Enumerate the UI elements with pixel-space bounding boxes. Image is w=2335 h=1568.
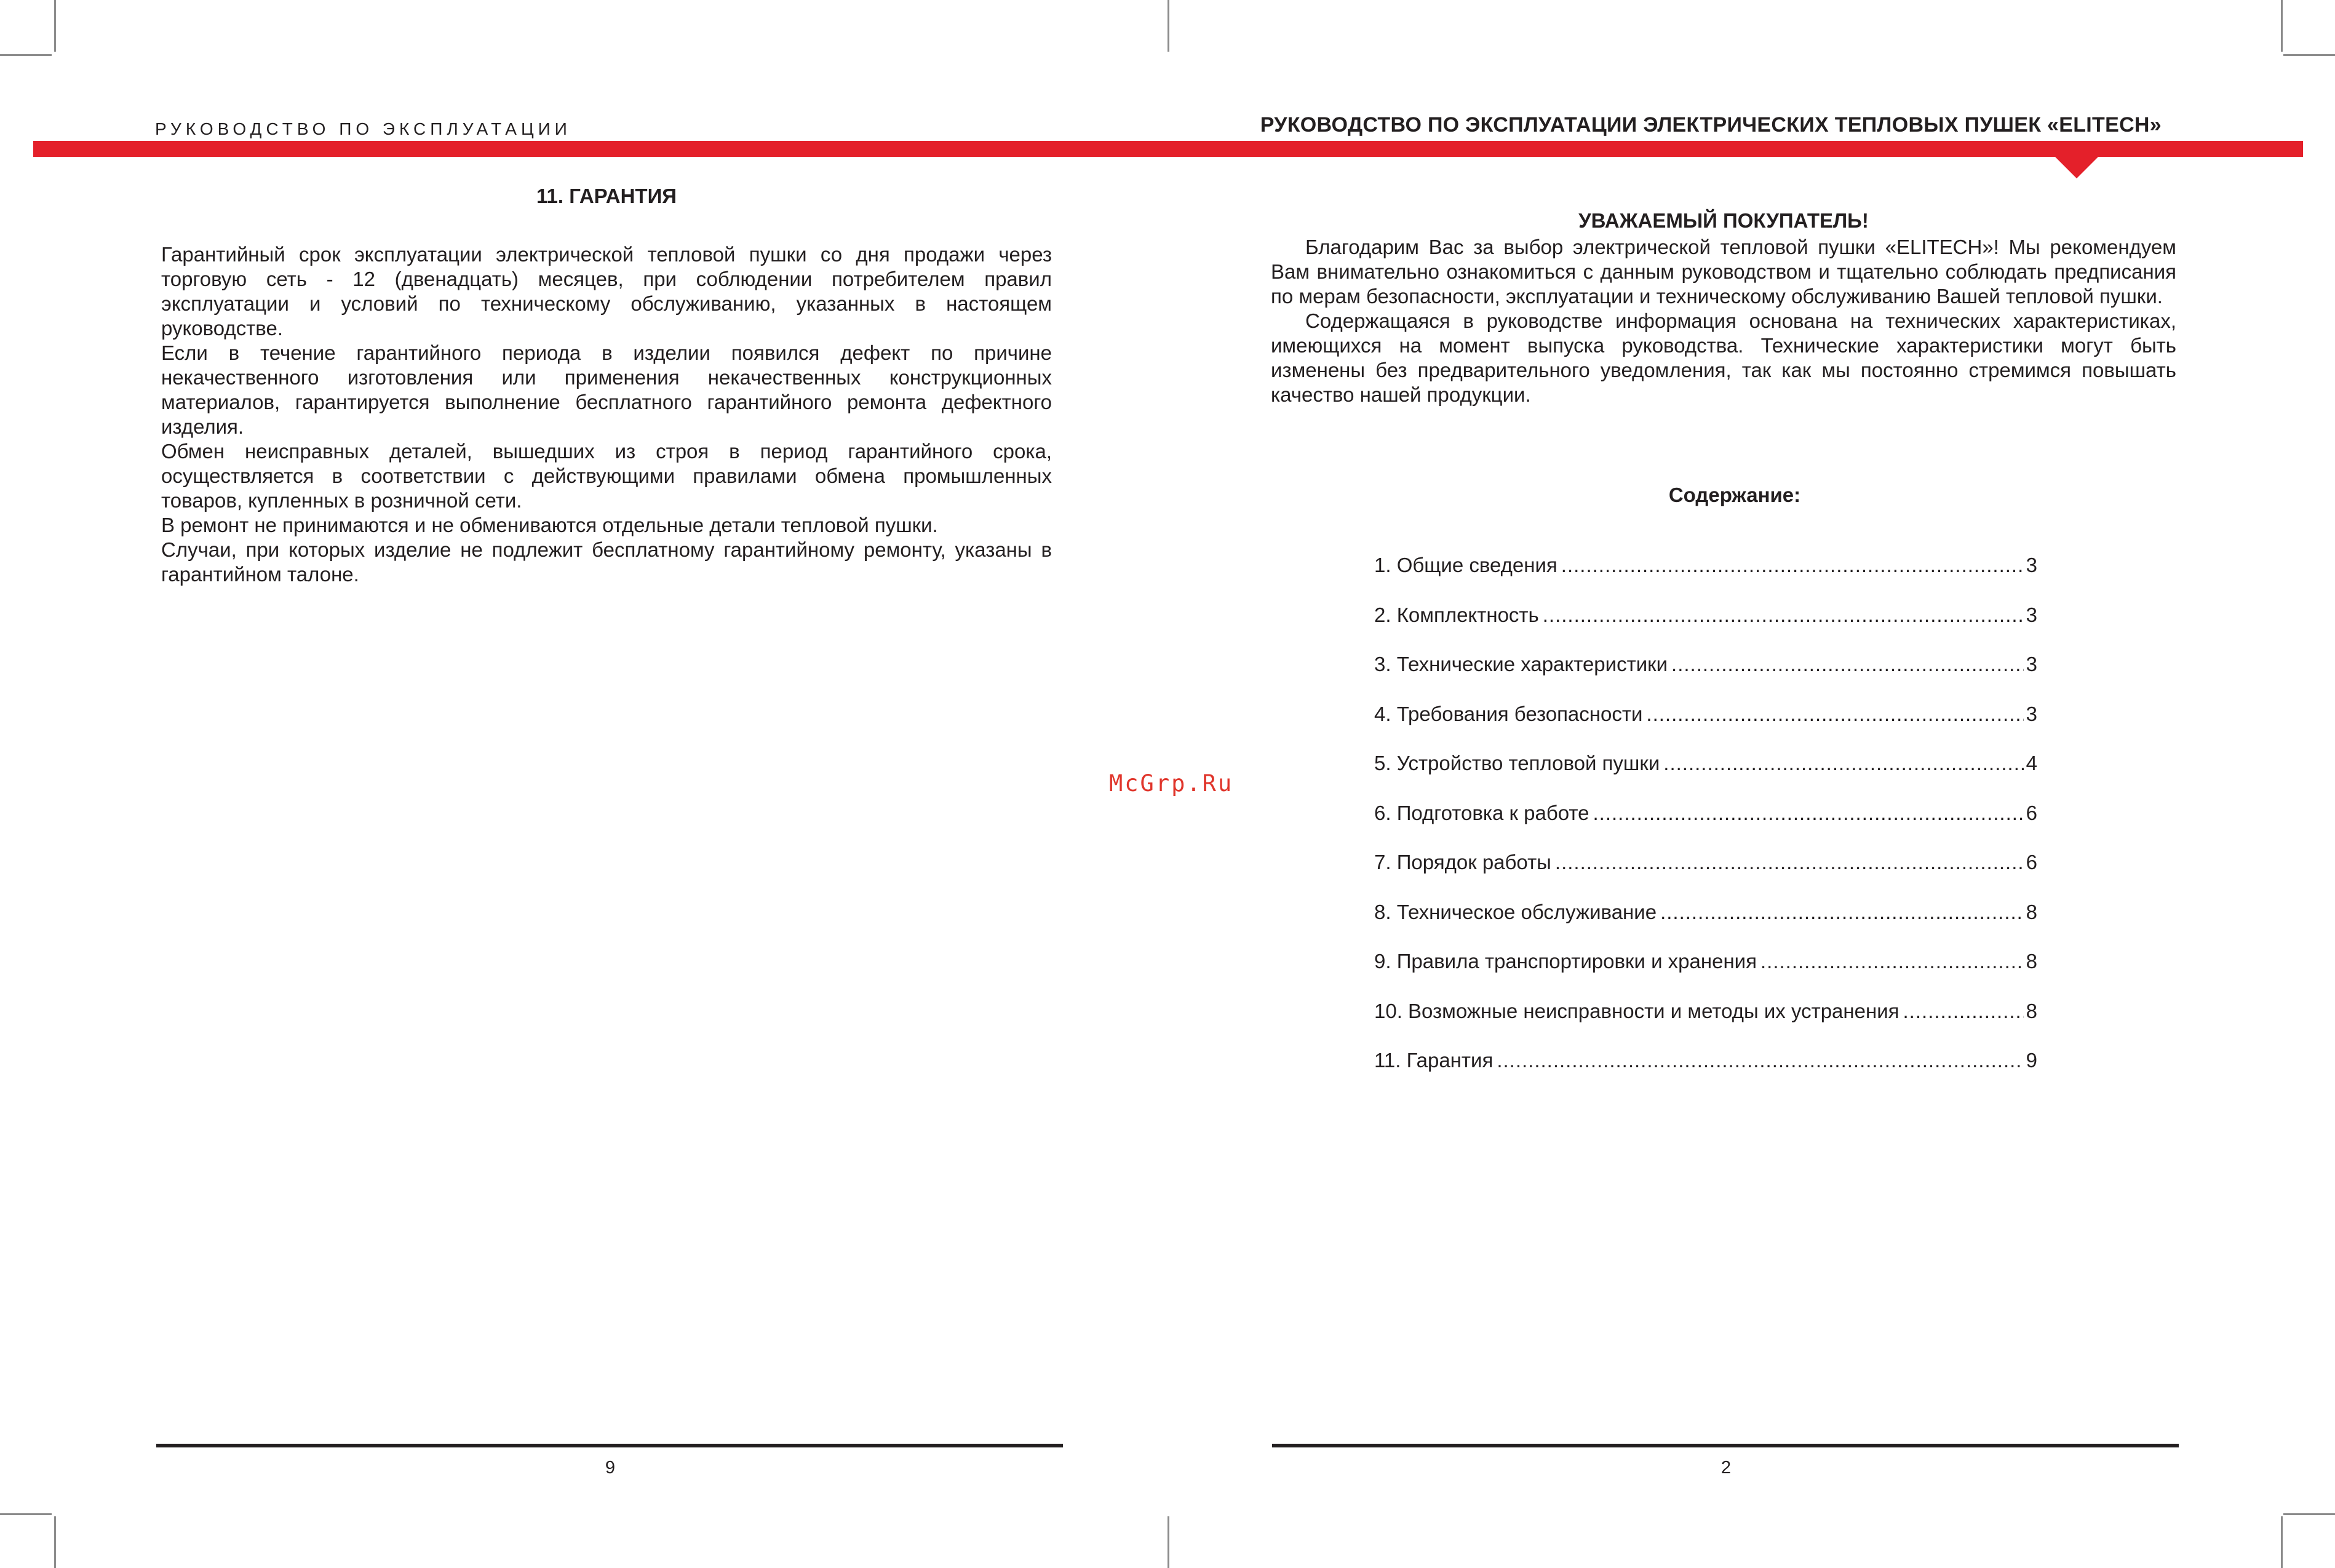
header-left-title: РУКОВОДСТВО ПО ЭКСПЛУАТАЦИИ bbox=[155, 119, 571, 138]
toc-item-page: 3 bbox=[2026, 702, 2037, 725]
crop-mark bbox=[2281, 1516, 2283, 1568]
toc-item-page: 3 bbox=[2026, 603, 2037, 626]
table-of-contents bbox=[1374, 554, 2037, 1099]
crop-mark bbox=[2283, 54, 2335, 56]
toc-leader bbox=[1646, 702, 2023, 726]
left-footer-rule bbox=[156, 1444, 1063, 1447]
warranty-paragraph: Гарантийный срок эксплуатации электрической тепловой пушки со дня продажи через торговую сеть - 12 (двенадцать) месяцев, при соблюдении потребителем правил эксплуатации и условий по техническому обслуживанию, указанных в настоящем руководстве. bbox=[161, 243, 1052, 340]
warranty-heading: 11. ГАРАНТИЯ bbox=[536, 185, 677, 207]
right-page bbox=[1271, 209, 2176, 407]
warranty-paragraph: Обмен неисправных деталей, вышедших из строя в период гарантийного срока, осуществляется в соответствии с действующими правилами обмена промышленных товаров, купленных в розничной сети. bbox=[161, 440, 1052, 512]
toc-item-title: 10. Возможные неисправности и методы их устранения bbox=[1374, 999, 1899, 1022]
left-page bbox=[161, 185, 1052, 587]
toc-item[interactable] bbox=[1374, 653, 2037, 702]
toc-item-title: 6. Подготовка к работе bbox=[1374, 801, 1589, 824]
right-footer-rule bbox=[1272, 1444, 2179, 1447]
toc-item[interactable] bbox=[1374, 901, 2037, 950]
toc-item[interactable] bbox=[1374, 851, 2037, 901]
toc-item[interactable] bbox=[1374, 603, 2037, 653]
crop-mark bbox=[54, 0, 56, 52]
toc-item-page: 9 bbox=[2026, 1049, 2037, 1072]
toc-leader bbox=[1671, 653, 2024, 676]
toc-item-title: 7. Порядок работы bbox=[1374, 851, 1551, 874]
greeting-heading: УВАЖАЕМЫЙ ПОКУПАТЕЛЬ! bbox=[1578, 209, 1869, 232]
toc-item[interactable] bbox=[1374, 702, 2037, 752]
toc-item-title: 1. Общие сведения bbox=[1374, 554, 1557, 576]
left-page-number: 9 bbox=[605, 1458, 616, 1478]
toc-item-title: 8. Техническое обслуживание bbox=[1374, 900, 1657, 923]
toc-leader bbox=[1497, 1049, 2023, 1072]
toc-leader bbox=[1903, 1000, 2024, 1023]
header-chevron-down-icon bbox=[2055, 156, 2099, 178]
toc-item-title: 5. Устройство тепловой пушки bbox=[1374, 752, 1660, 774]
toc-item-page: 8 bbox=[2026, 999, 2037, 1022]
toc-leader bbox=[1543, 603, 2024, 627]
toc-item[interactable] bbox=[1374, 554, 2037, 603]
toc-leader bbox=[1760, 950, 2024, 973]
toc-item-title: 2. Комплектность bbox=[1374, 603, 1539, 626]
toc-item-page: 3 bbox=[2026, 554, 2037, 576]
toc-item[interactable] bbox=[1374, 752, 2037, 802]
toc-item[interactable] bbox=[1374, 802, 2037, 851]
crop-mark bbox=[1168, 1516, 1169, 1568]
toc-item-title: 9. Правила транспортировки и хранения bbox=[1374, 950, 1757, 973]
toc-item-page: 8 bbox=[2026, 900, 2037, 923]
intro-paragraph: Благодарим Вас за выбор электрической тепловой пушки «ELITECH»! Мы рекомендуем Вам внимательно ознакомиться с данным руководством и тщательно соблюдать предписания по мерам безопасности, эксплуатации и техническому обслуживанию Вашей тепловой пушки. bbox=[1271, 236, 2176, 308]
toc-item-page: 6 bbox=[2026, 801, 2037, 824]
warranty-paragraph: В ремонт не принимаются и не обмениваются отдельные детали тепловой пушки. bbox=[161, 514, 938, 536]
header-right-title: РУКОВОДСТВО ПО ЭКСПЛУАТАЦИИ ЭЛЕКТРИЧЕСКИХ ТЕПЛОВЫХ ПУШЕК «ELITECH» bbox=[1260, 113, 2162, 137]
warranty-paragraph: Случаи, при которых изделие не подлежит бесплатному гарантийному ремонту, указаны в гарантийном талоне. bbox=[161, 538, 1052, 586]
intro-paragraph: Содержащаяся в руководстве информация основана на технических характеристиках, имеющихся на момент выпуска руководства. Технические характеристики могут быть изменены без предварительного уведомления, так как мы постоянно стремимся повышать качество нашей продукции. bbox=[1271, 309, 2176, 406]
toc-leader bbox=[1593, 802, 2023, 825]
crop-mark bbox=[2283, 1513, 2335, 1515]
toc-item-page: 3 bbox=[2026, 653, 2037, 675]
toc-leader bbox=[1663, 752, 2023, 775]
toc-item[interactable] bbox=[1374, 1000, 2037, 1049]
toc-item-page: 8 bbox=[2026, 950, 2037, 973]
crop-mark bbox=[0, 1513, 52, 1515]
header-red-band bbox=[33, 141, 2303, 157]
crop-mark bbox=[0, 54, 52, 56]
right-page-number: 2 bbox=[1720, 1458, 1732, 1478]
toc-item-title: 4. Требования безопасности bbox=[1374, 702, 1643, 725]
toc-heading: Содержание: bbox=[1668, 484, 1801, 506]
toc-item-page: 6 bbox=[2026, 851, 2037, 874]
toc-item[interactable] bbox=[1374, 1049, 2037, 1099]
warranty-paragraph: Если в течение гарантийного периода в изделии появился дефект по причине некачественного изготовления или применения некачественных конструкционных материалов, гарантируется выполнение бесплатного гарантийного ремонта дефектного изделия. bbox=[161, 341, 1052, 438]
crop-mark bbox=[2281, 0, 2283, 52]
toc-leader bbox=[1555, 851, 2024, 874]
toc-leader bbox=[1561, 554, 2024, 577]
toc-item-page: 4 bbox=[2026, 752, 2037, 774]
crop-mark bbox=[54, 1516, 56, 1568]
watermark: McGrp.Ru bbox=[1109, 770, 1234, 797]
toc-item[interactable] bbox=[1374, 950, 2037, 1000]
toc-leader bbox=[1660, 901, 2024, 924]
toc-item-title: 11. Гарантия bbox=[1374, 1049, 1494, 1072]
toc-item-title: 3. Технические характеристики bbox=[1374, 653, 1668, 675]
crop-mark bbox=[1168, 0, 1169, 52]
